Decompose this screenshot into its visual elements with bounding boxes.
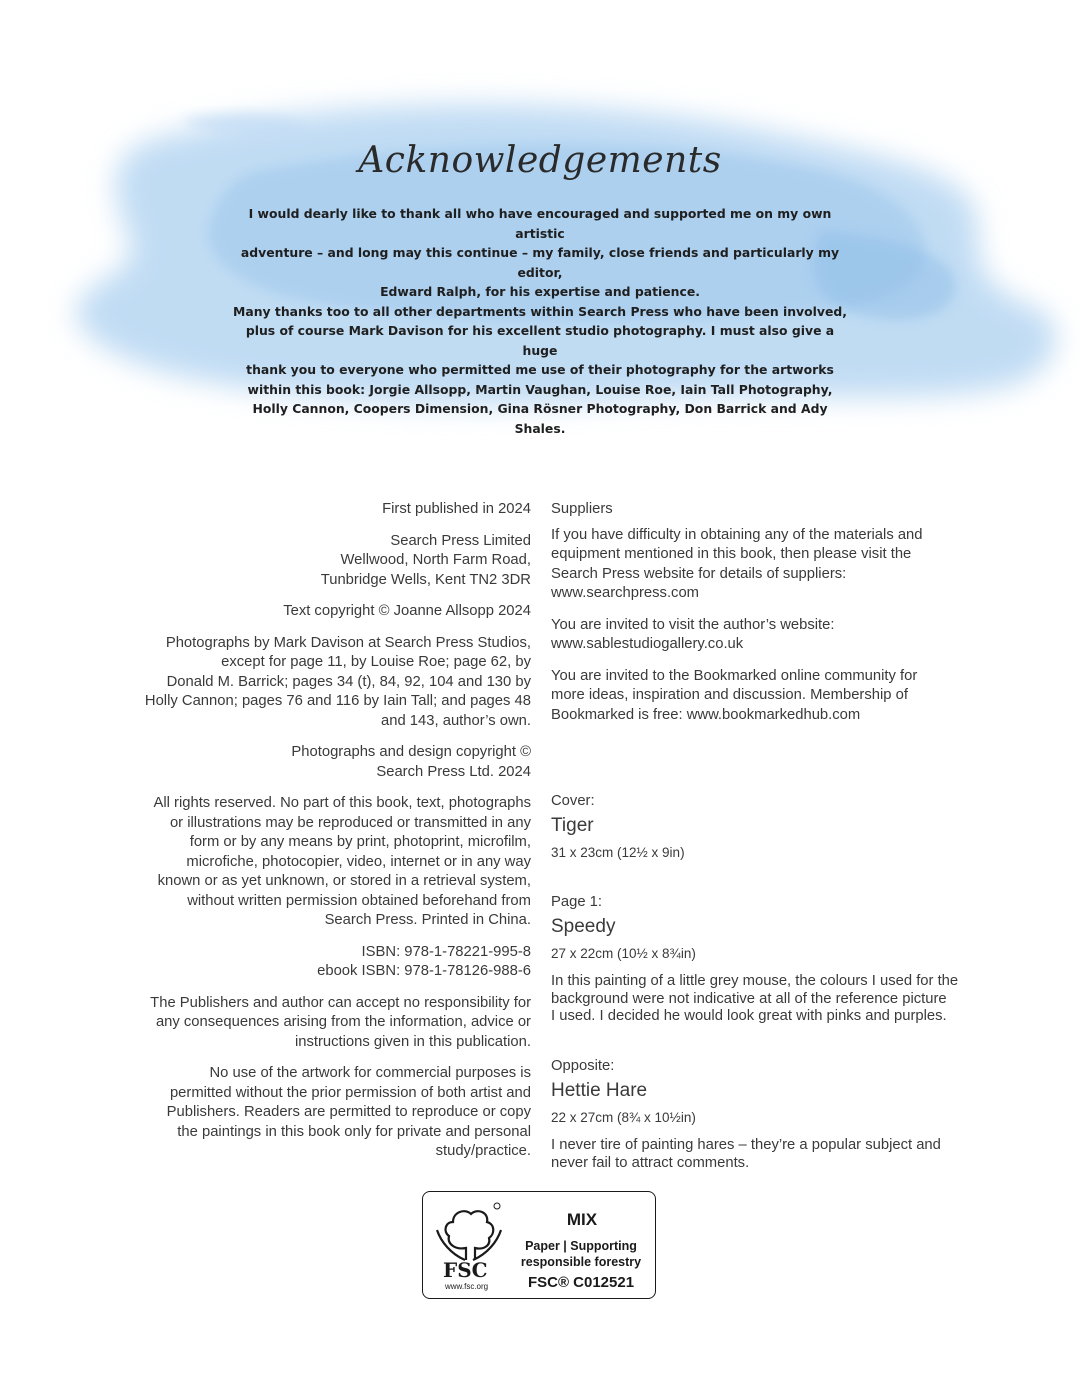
- imprint-column: [111, 500, 531, 1174]
- rights-line: or illustrations may be reproduced or transmitted in any: [169, 814, 531, 831]
- responsibility-notice: [111, 994, 531, 1053]
- ack-line: plus of course Mark Davison for his excellent studio photography. I must also give a huge: [245, 323, 835, 358]
- suppliers-line: Search Press website for details of suppliers:: [551, 565, 847, 582]
- artwork-opposite: [551, 1057, 981, 1172]
- artwork-label: Opposite:: [551, 1058, 615, 1074]
- ebook-isbn: ebook ISBN: 978-1-78126-988-6: [317, 963, 531, 979]
- artwork-title: Speedy: [551, 915, 616, 937]
- ack-line: adventure – and long may this continue – my family, close friends and particularly my editor,: [240, 245, 840, 280]
- suppliers-heading: Suppliers: [551, 501, 613, 517]
- notice-line: any consequences arising from the information, advice or: [155, 1014, 531, 1030]
- fsc-description: [511, 1238, 651, 1270]
- fsc-mix: MIX: [566, 1210, 598, 1229]
- author-line: You are invited to visit the author’s website:: [551, 616, 835, 633]
- isbn: ISBN: 978-1-78221-995-8: [361, 943, 531, 960]
- publisher-address: [111, 532, 531, 591]
- credit-line: Holly Cannon; pages 76 and 116 by Iain Tall; and pages 48: [144, 693, 531, 709]
- notice-line: The Publishers and author can accept no responsibility for: [150, 994, 531, 1011]
- fsc-desc-line: responsible forestry: [520, 1255, 642, 1269]
- credit-line: except for page 11, by Louise Roe; page 62, by: [221, 654, 531, 670]
- isbn-block: [111, 943, 531, 982]
- community-line: more ideas, inspiration and discussion. Membership of: [551, 687, 908, 703]
- rights-line: known or as yet unknown, or stored in a retrieval system,: [157, 873, 531, 889]
- suppliers-link[interactable]: www.searchpress.com: [551, 585, 700, 601]
- community-line: Bookmarked is free: www.bookmarkedhub.com: [551, 706, 861, 723]
- artwork-title: Tiger: [551, 814, 594, 836]
- design-copyright: [111, 743, 531, 782]
- description-line: never fail to attract comments.: [551, 1154, 750, 1171]
- ack-line: Edward Ralph, for his expertise and patience.: [380, 284, 700, 299]
- copyright-line: Search Press Ltd. 2024: [376, 763, 531, 780]
- community-line: You are invited to the Bookmarked online community for: [551, 667, 918, 684]
- notice-line: instructions given in this publication.: [294, 1033, 531, 1050]
- notice-line: No use of the artwork for commercial purposes is: [209, 1065, 531, 1081]
- acknowledgements-title: Acknowledgements: [358, 140, 722, 181]
- artwork-size: 27 x 22cm (10½ x 8¾in): [551, 945, 696, 961]
- notice-line: the paintings in this book only for private and personal: [177, 1123, 531, 1140]
- artwork-description: [551, 973, 981, 1026]
- ack-line: within this book: Jorgie Allsopp, Martin Vaughan, Louise Roe, Iain Tall Photography,: [247, 381, 833, 397]
- fsc-letters: FSC: [443, 1258, 488, 1282]
- fsc-code: FSC® C012521: [527, 1274, 635, 1291]
- copyright-line: Photographs and design copyright ©: [291, 744, 531, 760]
- credit-line: Photographs by Mark Davison at Search Press Studios,: [165, 634, 531, 651]
- artwork-page-1: [551, 893, 981, 1026]
- ack-line: Many thanks too to all other departments within Search Press who have been involved,: [233, 303, 847, 319]
- address-line: Search Press Limited: [390, 532, 531, 549]
- rights-line: form or by any means by print, photoprint, microfilm,: [189, 834, 531, 850]
- artwork-title: Hettie Hare: [551, 1079, 648, 1101]
- artwork-size: 22 x 27cm (8¾ x 10½in): [551, 1109, 696, 1125]
- ack-line: thank you to everyone who permitted me use of their photography for the artworks: [246, 362, 834, 377]
- artwork-label: Cover:: [551, 793, 595, 809]
- fsc-desc-line: Paper | Supporting: [525, 1239, 637, 1253]
- description-line: In this painting of a little grey mouse, the colours I used for the: [551, 973, 959, 989]
- artwork-description: [551, 1137, 981, 1172]
- author-website-link[interactable]: www.sablestudiogallery.co.uk: [551, 636, 744, 652]
- notice-line: permitted without the prior permission of both artist and: [169, 1084, 531, 1101]
- rights-line: Search Press. Printed in China.: [324, 912, 531, 928]
- credit-line: Donald M. Barrick; pages 34 (t), 84, 92, 104 and 130 by: [166, 673, 531, 690]
- fsc-url: www.fsc.org: [445, 1282, 489, 1291]
- notice-line: Publishers. Readers are permitted to reproduce or copy: [166, 1104, 531, 1120]
- notice-line: study/practice.: [435, 1143, 531, 1159]
- suppliers-column: [551, 500, 981, 1171]
- description-line: background were not indicative at all of the reference picture: [551, 990, 947, 1007]
- ack-line: Holly Cannon, Coopers Dimension, Gina Rösner Photography, Don Barrick and Ady Shales.: [252, 401, 828, 436]
- address-line: Wellwood, North Farm Road,: [340, 552, 531, 568]
- fsc-label: [422, 1191, 656, 1299]
- photographs-credit: [111, 634, 531, 732]
- ack-line: I would dearly like to thank all who have encouraged and supported me on my own artistic: [248, 206, 832, 241]
- author-website-text: [551, 616, 981, 655]
- rights-reserved: [111, 794, 531, 931]
- acknowledgements-text: [230, 204, 850, 438]
- suppliers-line: equipment mentioned in this book, then please visit the: [551, 546, 912, 562]
- description-line: I used. I decided he would look great with pinks and purples.: [551, 1008, 947, 1024]
- description-line: I never tire of painting hares – they’re a popular subject and: [551, 1137, 941, 1153]
- rights-line: without written permission obtained beforehand from: [187, 892, 531, 909]
- text-copyright: Text copyright © Joanne Allsopp 2024: [283, 603, 531, 619]
- rights-line: All rights reserved. No part of this book, text, photographs: [153, 795, 531, 811]
- suppliers-text: [551, 526, 981, 604]
- suppliers-line: If you have difficulty in obtaining any of the materials and: [551, 526, 923, 543]
- artwork-label: Page 1:: [551, 894, 603, 910]
- address-line: Tunbridge Wells, Kent TN2 3DR: [320, 571, 531, 588]
- community-text: [551, 667, 981, 726]
- commercial-use-notice: [111, 1064, 531, 1162]
- artwork-cover: [551, 792, 981, 862]
- artwork-size: 31 x 23cm (12½ x 9in): [551, 844, 685, 860]
- credit-line: and 143, author’s own.: [381, 712, 531, 729]
- rights-line: microfiche, photocopier, video, internet or in any way: [186, 853, 531, 870]
- first-published: First published in 2024: [382, 501, 531, 517]
